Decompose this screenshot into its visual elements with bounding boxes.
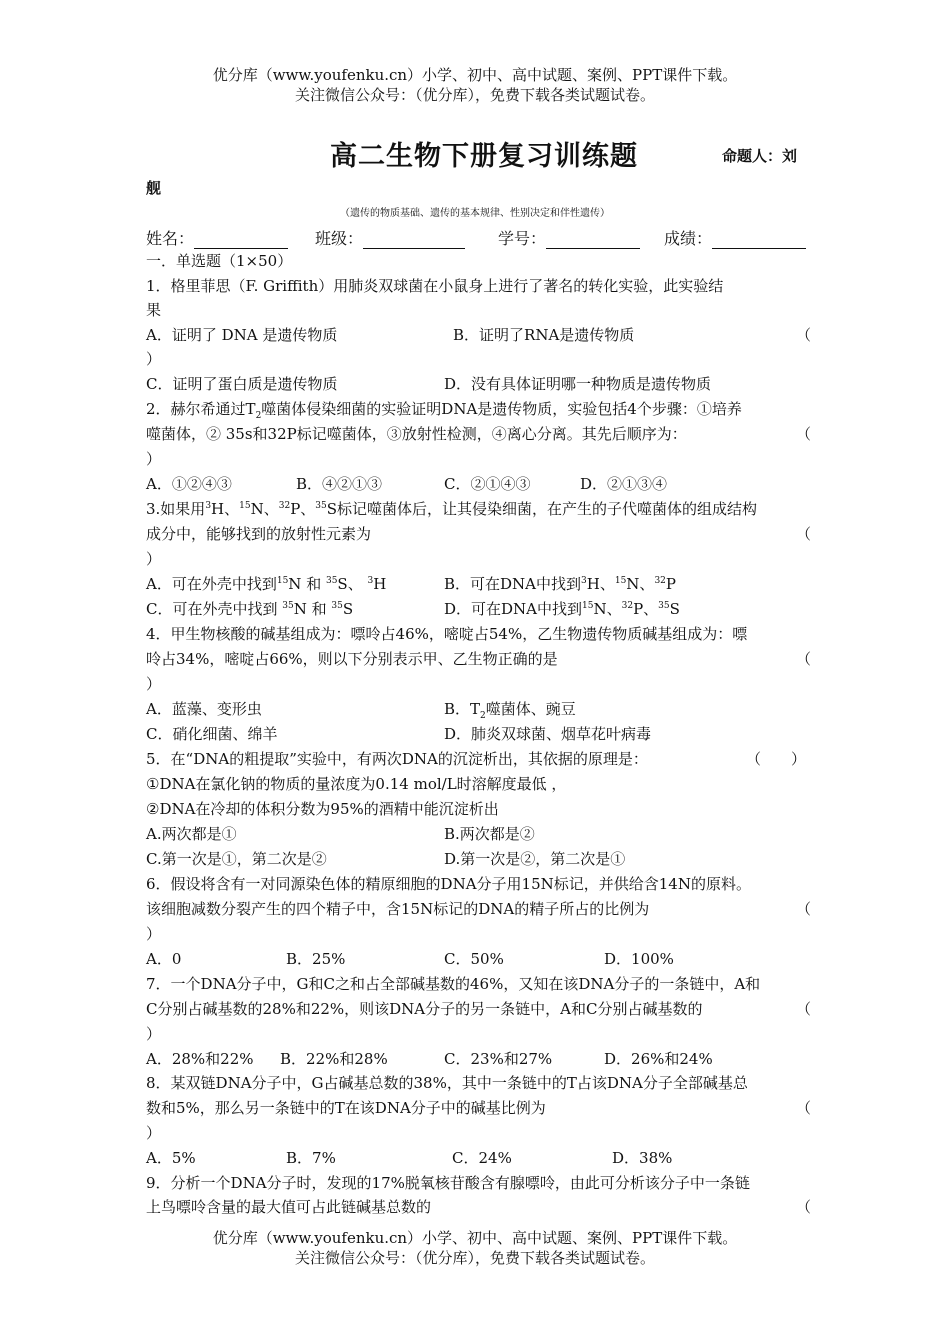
info-number-label: 学号： [498, 229, 547, 248]
q4-answer-paren-open: （ [796, 650, 812, 668]
q1-answer-paren-open: （ [796, 326, 812, 344]
class-blank[interactable] [363, 232, 465, 249]
q6-option-a: A．0 [146, 950, 182, 968]
q7-line-1: 7．一个DNA分子中，G和C之和占全部碱基数的46%，又知在该DNA分子的一条链中，A和 [146, 975, 761, 993]
q1-option-a: A．证明了 DNA 是遗传物质 [146, 326, 338, 344]
q7-option-c: C．23%和27% [444, 1050, 553, 1068]
q1-option-c: C．证明了蛋白质是遗传物质 [146, 375, 338, 393]
info-name [146, 229, 288, 249]
q8-option-b: B．7% [286, 1149, 336, 1167]
q5-option-c: C.第一次是①，第二次是② [146, 850, 327, 868]
name-blank[interactable] [194, 232, 288, 249]
q4-answer-paren-close: ） [146, 675, 162, 693]
info-score [664, 229, 806, 249]
q7-option-a: A．28%和22% [146, 1050, 254, 1068]
q7-answer-paren-close: ） [146, 1025, 162, 1043]
q3-option-c: C．可在外壳中找到 $^{35}$N 和 $^{35}$S [146, 600, 354, 618]
q6-answer-paren-close: ） [146, 925, 162, 943]
q3-option-b: B．可在DNA中找到$^3$H、$^{15}$N、$^{32}$P [444, 575, 676, 593]
q2-option-a: A．①②④③ [146, 475, 232, 493]
number-blank[interactable] [546, 232, 640, 249]
q5-line-1: 5．在“DNA的粗提取”实验中，有两次DNA的沉淀析出，其依据的原理是： [146, 750, 648, 768]
q4-line-2: 呤占34%，嘧啶占66%，则以下分别表示甲、乙生物正确的是 [146, 650, 558, 668]
document-title: 高二生物下册复习训练题 [330, 141, 638, 172]
q7-line-2: C分别占碱基数的28%和22%，则该DNA分子的另一条链中，A和C分别占碱基数的 [146, 1000, 703, 1018]
q7-option-b: B．22%和28% [280, 1050, 388, 1068]
q6-option-b: B．25% [286, 950, 346, 968]
info-name-label: 姓名： [146, 229, 195, 248]
q9-line-1: 9．分析一个DNA分子时，发现的17%脱氧核苷酸含有腺嘌呤，由此可分析该分子中一条链 [146, 1174, 750, 1192]
q1-option-b: B．证明了RNA是遗传物质 [453, 326, 635, 344]
page-header-line-2: 关注微信公众号：（优分库），免费下载各类试题试卷。 [294, 86, 655, 104]
q7-option-d: D．26%和24% [604, 1050, 713, 1068]
q8-answer-paren-open: （ [796, 1099, 812, 1117]
page-header-line-1: 优分库（www.youfenku.cn）小学、初中、高中试题、案例、PPT课件下载。 [212, 66, 738, 84]
q2-answer-paren-close: ） [146, 450, 162, 468]
q5-line-2: ①DNA在氯化钠的物质的量浓度为0.14 mol/L时溶解度最低 ， [146, 775, 567, 793]
q8-option-c: C．24% [452, 1149, 512, 1167]
q1-answer-paren-close: ） [146, 350, 162, 368]
q4-option-a: A．蓝藻、变形虫 [146, 700, 262, 718]
q4-line-1: 4．甲生物核酸的碱基组成为：嘌呤占46%，嘧啶占54%，乙生物遗传物质碱基组成为：嘌 [146, 625, 748, 643]
info-score-label: 成绩： [664, 229, 713, 248]
page-footer-line-1: 优分库（www.youfenku.cn）小学、初中、高中试题、案例、PPT课件下载。 [212, 1229, 738, 1247]
q5-option-a: A.两次都是① [146, 825, 237, 843]
q6-option-c: C．50% [444, 950, 504, 968]
q8-line-1: 8．某双链DNA分子中，G占碱基总数的38%，其中一条链中的T占该DNA分子全部碱基总 [146, 1074, 748, 1092]
subtitle: （遗传的物质基础、遗传的基本规律、性别决定和伴性遗传） [340, 208, 610, 219]
q8-line-2: 数和5%，那么另一条链中的T在该DNA分子中的碱基比例为 [146, 1099, 546, 1117]
q5-answer-paren: （ ） [746, 750, 807, 768]
q3-option-a: A．可在外壳中找到$^{15}$N 和 $^{35}$S、 $^3$H [146, 575, 387, 593]
info-class-label: 班级： [315, 229, 364, 248]
q5-option-b: B.两次都是② [444, 825, 535, 843]
q2-option-d: D．②①③④ [580, 475, 668, 493]
q6-line-1: 6．假设将含有一对同源染色体的精原细胞的DNA分子用15N标记，并供给含14N的原料。 [146, 875, 751, 893]
q9-line-2: 上鸟嘌呤含量的最大值可占此链碱基总数的 [146, 1198, 432, 1216]
q1-line-2: 果 [146, 301, 162, 319]
q5-line-3: ②DNA在冷却的体积分数为95%的酒精中能沉淀析出 [146, 800, 499, 818]
q9-answer-paren-open: （ [796, 1198, 812, 1216]
q8-option-d: D．38% [612, 1149, 673, 1167]
author-label: 命题人：刘 [722, 147, 798, 165]
q2-line-1: 2．赫尔希通过$T_2$噬菌体侵染细菌的实验证明DNA是遗传物质，实验包括4个步骤：①培养 [146, 400, 742, 421]
q4-option-c: C．硝化细菌、绵羊 [146, 725, 278, 743]
q8-option-a: A．5% [146, 1149, 196, 1167]
score-blank[interactable] [712, 232, 806, 249]
author-name-tail: 舰 [146, 179, 162, 197]
q3-answer-paren-open: （ [796, 525, 812, 543]
section-heading: 一．单选题（1×50） [146, 252, 293, 270]
q3-option-d: D．可在DNA中找到$^{15}$N、$^{32}$P、$^{35}$S [444, 600, 680, 618]
info-class [315, 229, 465, 249]
q3-line-2: 成分中，能够找到的放射性元素为 [146, 525, 372, 543]
page-footer-line-2: 关注微信公众号：（优分库），免费下载各类试题试卷。 [294, 1249, 655, 1267]
q4-option-b: B．$T_2$噬菌体、豌豆 [444, 700, 576, 721]
q2-option-b: B．④②①③ [296, 475, 383, 493]
q2-answer-paren-open: （ [796, 425, 812, 443]
q2-line-2: 噬菌体，② 35s和32P标记噬菌体，③放射性检测，④离心分离。其先后顺序为： [146, 425, 687, 443]
q1-line-1: 1．格里菲思（F. Griffith）用肺炎双球菌在小鼠身上进行了著名的转化实验，此实验结 [146, 277, 724, 295]
q5-option-d: D.第一次是②，第二次是① [444, 850, 626, 868]
info-number [498, 229, 640, 249]
q3-line-1: 3.如果用$^3$H、$^{15}$N、$^{32}$P、$^{35}$S标记噬菌体后，让其侵染细菌，在产生的子代噬菌体的组成结构 [146, 500, 758, 518]
q8-answer-paren-close: ） [146, 1124, 162, 1142]
q2-option-c: C．②①④③ [444, 475, 531, 493]
q6-line-2: 该细胞减数分裂产生的四个精子中，含15N标记的DNA的精子所占的比例为 [146, 900, 650, 918]
q4-option-d: D．肺炎双球菌、烟草花叶病毒 [444, 725, 652, 743]
q1-option-d: D．没有具体证明哪一种物质是遗传物质 [444, 375, 712, 393]
q3-answer-paren-close: ） [146, 550, 162, 568]
q7-answer-paren-open: （ [796, 1000, 812, 1018]
q6-answer-paren-open: （ [796, 900, 812, 918]
q6-option-d: D．100% [604, 950, 674, 968]
